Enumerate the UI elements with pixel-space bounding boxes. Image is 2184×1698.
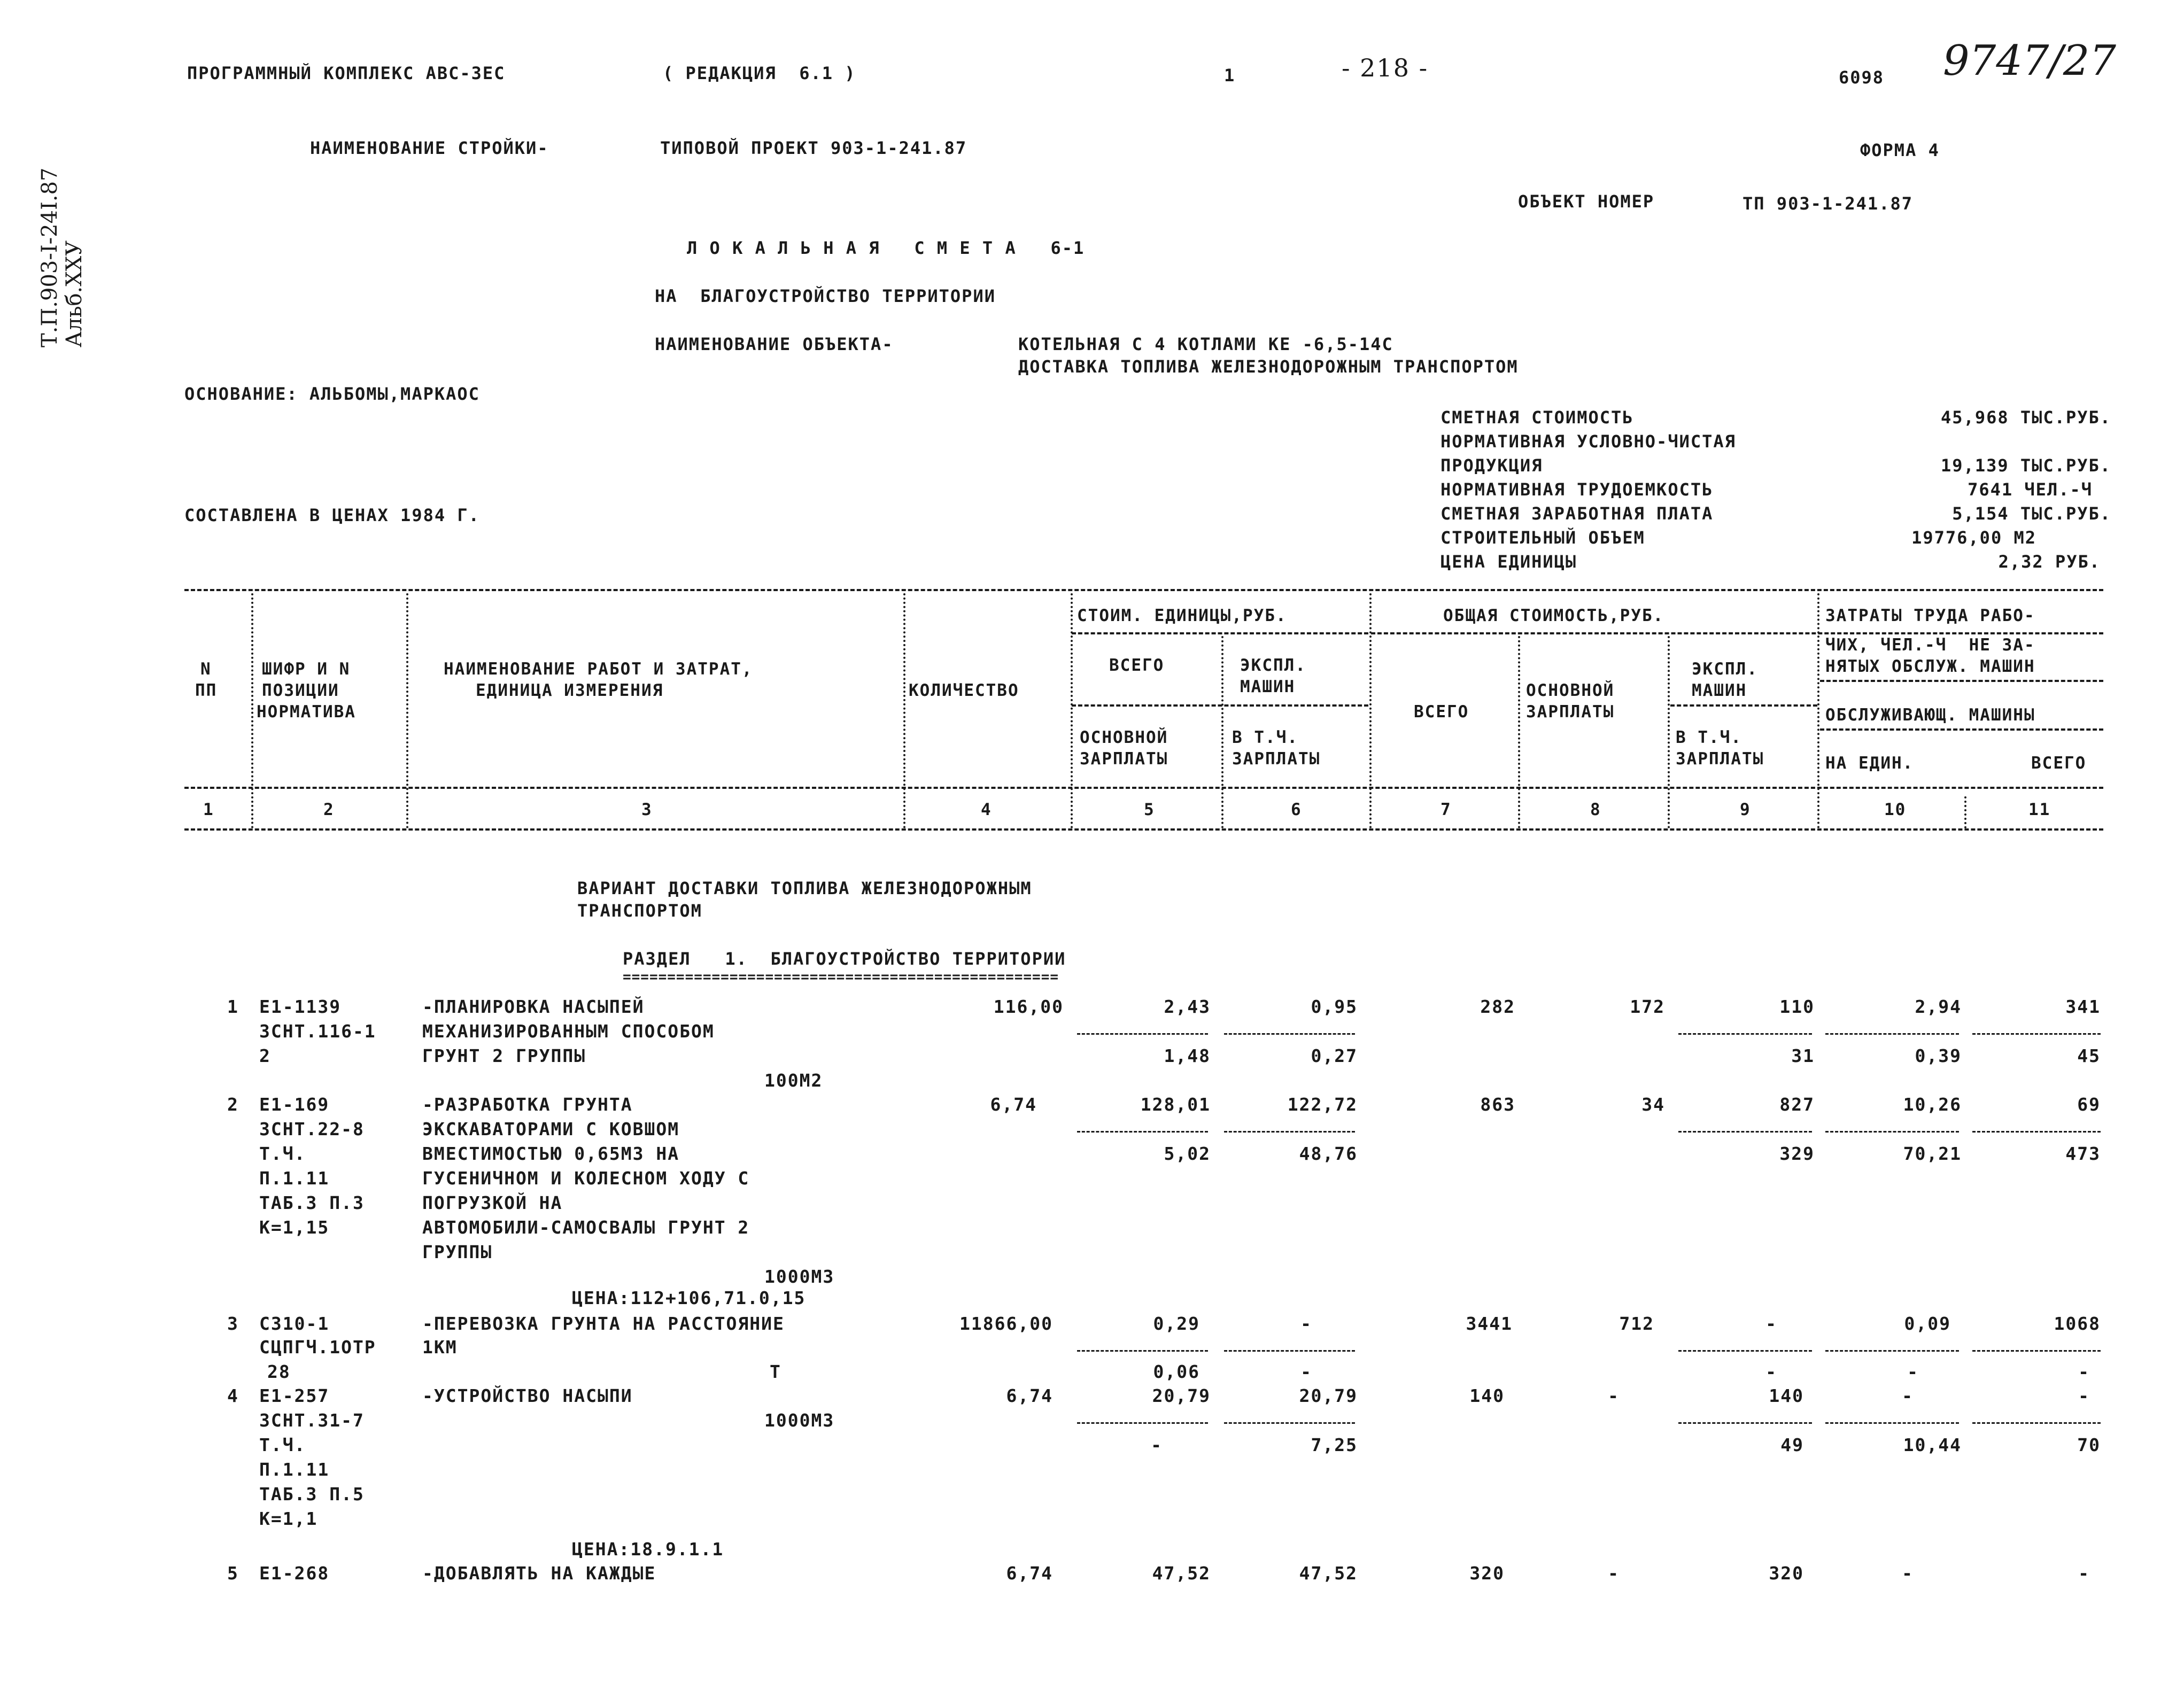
row-name: АВТОМОБИЛИ-САМОСВАЛЫ ГРУНТ 2 xyxy=(422,1217,750,1238)
col-number: 1 xyxy=(203,800,214,819)
col-header-code: ПОЗИЦИИ xyxy=(262,681,339,700)
row-subrule xyxy=(1678,1033,1812,1035)
row-total: 282 xyxy=(1480,996,1515,1017)
row-code: ЗСНТ.31-7 xyxy=(259,1410,365,1431)
row-code: 28 xyxy=(267,1361,291,1382)
numbers-bottom-rule xyxy=(184,828,2103,831)
price-year-line: СОСТАВЛЕНА В ЦЕНАХ 1984 Г. xyxy=(184,505,480,525)
row-subrule xyxy=(1678,1131,1812,1133)
header-inner-rule xyxy=(1820,680,2103,682)
row-unit-incl: - xyxy=(1300,1361,1312,1382)
object-name-label: НАИМЕНОВАНИЕ ОБЪЕКТА- xyxy=(655,334,894,354)
row-labor-total: 1068 xyxy=(2054,1313,2101,1334)
col-header-labor: ЗАТРАТЫ ТРУДА РАБО- xyxy=(1825,606,2035,625)
col-header-machines-wages: В Т.Ч. xyxy=(1676,728,1742,747)
summary-value: 2,32 РУБ. xyxy=(1998,552,2101,572)
row-code: ТАБ.3 П.3 xyxy=(259,1192,365,1213)
summary-value: 19776,00 М2 xyxy=(1911,528,2036,548)
col-number: 11 xyxy=(2028,800,2051,819)
col-header-total: ВСЕГО xyxy=(1414,702,1469,722)
column-divider xyxy=(1221,636,1223,828)
row-labor-total: - xyxy=(2078,1361,2090,1382)
column-divider xyxy=(1071,593,1073,828)
row-labor-unit: 10,44 xyxy=(1903,1435,1962,1455)
row-name: -ДОБАВЛЯТЬ НА КАЖДЫЕ xyxy=(422,1563,656,1584)
row-code: ТАБ.3 П.5 xyxy=(259,1484,365,1505)
summary-label: НОРМАТИВНАЯ УСЛОВНО-ЧИСТАЯ xyxy=(1440,431,1736,452)
row-unit-machines: 0,95 xyxy=(1311,996,1358,1017)
page-number: - 218 - xyxy=(1342,53,1429,82)
row-name: -УСТРОЙСТВО НАСЫПИ xyxy=(422,1385,633,1406)
row-total: 140 xyxy=(1469,1385,1505,1406)
row-unit-total: 2,43 xyxy=(1164,996,1211,1017)
row-total: 863 xyxy=(1480,1094,1515,1115)
row-unit-total: 47,52 xyxy=(1152,1563,1211,1584)
summary-label: СМЕТНАЯ СТОИМОСТЬ xyxy=(1440,407,1634,428)
col-header-code: ШИФР И N xyxy=(262,660,351,679)
row-labor-unit: 0,39 xyxy=(1915,1045,1962,1066)
row-subrule xyxy=(1972,1131,2101,1133)
row-machines: 110 xyxy=(1779,996,1815,1017)
row-machines: - xyxy=(1765,1313,1777,1334)
row-labor-total: 69 xyxy=(2077,1094,2101,1115)
col-header-unit-incl: ЗАРПЛАТЫ xyxy=(1232,749,1321,769)
row-number: 3 xyxy=(227,1313,239,1334)
row-basic-wages: - xyxy=(1608,1385,1620,1406)
row-unit-incl: 0,27 xyxy=(1311,1045,1358,1066)
table-top-rule xyxy=(184,589,2103,591)
col-header-unit-total: ВСЕГО xyxy=(1109,656,1165,675)
col-header-unit-incl: В Т.Ч. xyxy=(1232,728,1298,747)
col-header-qty: КОЛИЧЕСТВО xyxy=(909,681,1019,700)
row-subrule xyxy=(1224,1422,1355,1424)
col-number: 4 xyxy=(981,800,992,819)
column-divider xyxy=(1668,636,1670,828)
column-divider xyxy=(406,593,408,828)
header-inner-rule xyxy=(1670,704,1817,707)
row-labor-total: - xyxy=(2078,1563,2090,1584)
row-subrule xyxy=(1825,1350,1959,1352)
sheet-one: 1 xyxy=(1224,65,1236,86)
row-subrule xyxy=(1077,1033,1208,1035)
header-inner-rule xyxy=(1072,704,1368,707)
col-header-unit-basic: ЗАРПЛАТЫ xyxy=(1080,749,1168,769)
row-number: 2 xyxy=(227,1094,239,1115)
summary-label: СТРОИТЕЛЬНЫЙ ОБЪЕМ xyxy=(1440,528,1645,548)
row-subrule xyxy=(1224,1033,1355,1035)
col-header-labor-total: ВСЕГО xyxy=(2031,754,2087,773)
row-code: С310-1 xyxy=(259,1313,330,1334)
col-number: 6 xyxy=(1291,800,1302,819)
row-unit-basic: 0,06 xyxy=(1153,1361,1200,1382)
row-unit-machines: 122,72 xyxy=(1287,1094,1358,1115)
summary-value: 45,968 ТЫС.РУБ. xyxy=(1941,407,2111,428)
col-number: 5 xyxy=(1144,800,1155,819)
row-labor-unit: 0,09 xyxy=(1904,1313,1951,1334)
col-header-per-unit: НА ЕДИН. xyxy=(1825,754,1914,773)
row-code: ЗСНТ.116-1 xyxy=(259,1021,376,1042)
row-number: 4 xyxy=(227,1385,239,1406)
summary-value: 19,139 ТЫС.РУБ. xyxy=(1941,455,2111,476)
row-qty: 6,74 xyxy=(1006,1563,1053,1584)
summary-label: ПРОДУКЦИЯ xyxy=(1440,455,1543,476)
row-qty: 116,00 xyxy=(993,996,1064,1017)
row-code: Е1-1139 xyxy=(259,996,342,1017)
row-unit-basic: - xyxy=(1151,1435,1163,1455)
row-code: 2 xyxy=(259,1045,271,1066)
row-basic-wages: 172 xyxy=(1630,996,1665,1017)
row-subrule xyxy=(1224,1131,1355,1133)
row-number: 1 xyxy=(227,996,239,1017)
col-header-machines-wages: ЗАРПЛАТЫ xyxy=(1676,749,1764,769)
row-subrule xyxy=(1972,1033,2101,1035)
row-subrule xyxy=(1077,1350,1208,1352)
row-labor-unit: 10,26 xyxy=(1903,1094,1962,1115)
edition-label: ( РЕДАКЦИЯ 6.1 ) xyxy=(663,63,856,83)
col-header-basic-wages: ЗАРПЛАТЫ xyxy=(1526,702,1615,722)
basis-line: ОСНОВАНИЕ: АЛЬБОМЫ,МАРКАОС xyxy=(184,384,480,404)
col-header-name: ЕДИНИЦА ИЗМЕРЕНИЯ xyxy=(476,681,664,700)
row-machines-wages: 49 xyxy=(1780,1435,1804,1455)
row-subrule xyxy=(1678,1422,1812,1424)
row-labor-total: 341 xyxy=(2065,996,2101,1017)
row-qty: 11866,00 xyxy=(959,1313,1053,1334)
col-header-total-cost: ОБЩАЯ СТОИМОСТЬ,РУБ. xyxy=(1443,606,1664,625)
col-number: 9 xyxy=(1740,800,1751,819)
row-name: -ПЛАНИРОВКА НАСЫПЕЙ xyxy=(422,996,645,1017)
row-labor-total: - xyxy=(2078,1385,2090,1406)
summary-label: СМЕТНАЯ ЗАРАБОТНАЯ ПЛАТА xyxy=(1440,503,1714,524)
row-machines-wages: - xyxy=(1765,1361,1777,1382)
col-header-code: НОРМАТИВА xyxy=(257,702,356,722)
column-divider xyxy=(903,593,905,828)
col-header-unit-machines: МАШИН xyxy=(1240,677,1296,696)
row-code: П.1.11 xyxy=(259,1168,330,1189)
row-basic-wages: 712 xyxy=(1619,1313,1654,1334)
row-qty: 6,74 xyxy=(1006,1385,1053,1406)
row-code: СЦПГЧ.1ОТР xyxy=(259,1337,376,1358)
section-underline: ================================================= xyxy=(623,969,1059,985)
object-name-line2: ДОСТАВКА ТОПЛИВА ЖЕЛЕЗНОДОРОЖНЫМ ТРАНСПОРТОМ xyxy=(1018,356,1519,377)
row-machines: 320 xyxy=(1769,1563,1804,1584)
column-divider xyxy=(1817,593,1819,828)
row-name: МЕХАНИЗИРОВАННЫМ СПОСОБОМ xyxy=(422,1021,715,1042)
header-inner-rule xyxy=(1072,632,1368,634)
row-unit-incl: 7,25 xyxy=(1311,1435,1358,1455)
col-header-labor: ОБСЛУЖИВАЮЩ. МАШИНЫ xyxy=(1825,705,2035,725)
estimate-title: Л О К А Л Ь Н А Я С М Е Т А 6-1 xyxy=(687,238,1085,258)
program-name: ПРОГРАММНЫЙ КОМПЛЕКС АВС-ЗЕС xyxy=(187,63,506,83)
row-code: Е1-257 xyxy=(259,1385,330,1406)
row-labor-total: 473 xyxy=(2065,1143,2101,1164)
row-total: 3441 xyxy=(1466,1313,1513,1334)
col-header-machines: ЭКСПЛ. xyxy=(1692,660,1758,679)
row-total: 320 xyxy=(1469,1563,1505,1584)
row-name: ГРУНТ 2 ГРУППЫ xyxy=(422,1045,586,1066)
row-code: К=1,15 xyxy=(259,1217,330,1238)
row-code: Т.Ч. xyxy=(259,1143,306,1164)
object-number-label: ОБЪЕКТ НОМЕР xyxy=(1518,191,1655,212)
col-number: 3 xyxy=(641,800,653,819)
row-subrule xyxy=(1825,1033,1959,1035)
col-header-labor: НЯТЫХ ОБСЛУЖ. МАШИН xyxy=(1825,657,2035,676)
row-labor-unit: - xyxy=(1902,1385,1914,1406)
header-bottom-rule xyxy=(184,787,2103,789)
row-unit-machines: 20,79 xyxy=(1299,1385,1358,1406)
row-subrule xyxy=(1077,1422,1208,1424)
row-code: К=1,1 xyxy=(259,1508,318,1529)
col-header-machines: МАШИН xyxy=(1692,681,1747,700)
row-price-note: ЦЕНА:18.9.1.1 xyxy=(572,1539,724,1560)
summary-label: НОРМАТИВНАЯ ТРУДОЕМКОСТЬ xyxy=(1440,479,1714,500)
row-unit: 1000М3 xyxy=(764,1266,835,1287)
object-name-line1: КОТЕЛЬНАЯ С 4 КОТЛАМИ КЕ -6,5-14С xyxy=(1018,334,1393,354)
row-labor-total: 45 xyxy=(2077,1045,2101,1066)
summary-value: 5,154 ТЫС.РУБ. xyxy=(1952,503,2111,524)
col-number: 10 xyxy=(1884,800,1907,819)
row-labor-total: 70 xyxy=(2077,1435,2101,1455)
col-header-n: N xyxy=(200,660,212,679)
construction-label: НАИМЕНОВАНИЕ СТРОЙКИ- xyxy=(310,138,549,158)
row-number: 5 xyxy=(227,1563,239,1584)
column-divider xyxy=(1369,593,1372,828)
column-divider xyxy=(1964,796,1966,828)
handwritten-number: 9747/27 xyxy=(1943,37,2117,85)
row-name: 1КМ xyxy=(422,1337,458,1358)
col-header-labor: ЧИХ, ЧЕЛ.-Ч НЕ ЗА- xyxy=(1825,635,2035,655)
row-labor-unit: 2,94 xyxy=(1915,996,1962,1017)
row-code: П.1.11 xyxy=(259,1459,330,1480)
doc-code: 6098 xyxy=(1839,67,1885,88)
object-number-value: ТП 903-1-241.87 xyxy=(1742,193,1913,214)
row-unit-total: 20,79 xyxy=(1152,1385,1211,1406)
variant-title: ВАРИАНТ ДОСТАВКИ ТОПЛИВА ЖЕЛЕЗНОДОРОЖНЫМ xyxy=(577,878,1032,898)
row-unit: Т xyxy=(770,1361,781,1382)
estimate-subject: НА БЛАГОУСТРОЙСТВО ТЕРРИТОРИИ xyxy=(655,286,996,306)
col-header-name: НАИМЕНОВАНИЕ РАБОТ И ЗАТРАТ, xyxy=(444,660,753,679)
variant-title: ТРАНСПОРТОМ xyxy=(577,901,702,921)
row-machines: 827 xyxy=(1779,1094,1815,1115)
column-divider xyxy=(1518,636,1520,828)
row-unit-total: 128,01 xyxy=(1140,1094,1211,1115)
col-header-n: ПП xyxy=(195,681,218,700)
summary-value: 7641 ЧЕЛ.-Ч xyxy=(1968,479,2093,500)
row-machines-wages: 329 xyxy=(1779,1143,1815,1164)
form-label: ФОРМА 4 xyxy=(1860,140,1940,160)
row-unit-basic: 1,48 xyxy=(1164,1045,1211,1066)
row-machines-wages: 31 xyxy=(1791,1045,1815,1066)
side-stamp: Т.П.903-I-24I.87 Альб.XXУ xyxy=(37,167,87,347)
row-labor-unit: - xyxy=(1902,1563,1914,1584)
row-unit: 1000М3 xyxy=(764,1410,835,1431)
row-unit-total: 0,29 xyxy=(1153,1313,1200,1334)
row-unit-incl: 48,76 xyxy=(1299,1143,1358,1164)
row-labor-unit: 70,21 xyxy=(1903,1143,1962,1164)
row-code: ЗСНТ.22-8 xyxy=(259,1119,365,1139)
row-name: ГУСЕНИЧНОМ И КОЛЕСНОМ ХОДУ С xyxy=(422,1168,750,1189)
row-unit-basic: 5,02 xyxy=(1164,1143,1211,1164)
row-subrule xyxy=(1077,1131,1208,1133)
row-name: -РАЗРАБОТКА ГРУНТА xyxy=(422,1094,633,1115)
col-number: 7 xyxy=(1440,800,1452,819)
col-number: 8 xyxy=(1590,800,1601,819)
row-code: Е1-169 xyxy=(259,1094,330,1115)
col-header-basic-wages: ОСНОВНОЙ xyxy=(1526,681,1615,700)
row-qty: 6,74 xyxy=(990,1094,1037,1115)
col-header-unit-cost: СТОИМ. ЕДИНИЦЫ,РУБ. xyxy=(1077,606,1287,625)
row-code: Т.Ч. xyxy=(259,1435,306,1455)
row-name: ЭКСКАВАТОРАМИ С КОВШОМ xyxy=(422,1119,680,1139)
row-name: ГРУППЫ xyxy=(422,1242,493,1262)
row-name: ПОГРУЗКОЙ НА xyxy=(422,1192,563,1213)
row-price-note: ЦЕНА:112+106,71.0,15 xyxy=(572,1288,806,1308)
col-number: 2 xyxy=(323,800,335,819)
col-header-unit-machines: ЭКСПЛ. xyxy=(1240,656,1306,675)
row-name: ВМЕСТИМОСТЬЮ 0,65М3 НА xyxy=(422,1143,680,1164)
row-subrule xyxy=(1972,1422,2101,1424)
col-header-unit-basic: ОСНОВНОЙ xyxy=(1080,728,1168,747)
row-basic-wages: 34 xyxy=(1641,1094,1665,1115)
row-name: -ПЕРЕВОЗКА ГРУНТА НА РАССТОЯНИЕ xyxy=(422,1313,785,1334)
section-title: РАЗДЕЛ 1. БЛАГОУСТРОЙСТВО ТЕРРИТОРИИ xyxy=(623,949,1066,969)
construction-value: ТИПОВОЙ ПРОЕКТ 903-1-241.87 xyxy=(660,138,967,158)
column-divider xyxy=(251,593,253,828)
row-subrule xyxy=(1224,1350,1355,1352)
row-unit: 100М2 xyxy=(764,1070,823,1091)
summary-label: ЦЕНА ЕДИНИЦЫ xyxy=(1440,552,1577,572)
row-labor-unit: - xyxy=(1907,1361,1919,1382)
row-subrule xyxy=(1825,1422,1959,1424)
row-unit-machines: - xyxy=(1300,1313,1312,1334)
row-basic-wages: - xyxy=(1608,1563,1620,1584)
header-inner-rule xyxy=(1820,728,2103,731)
row-subrule xyxy=(1972,1350,2101,1352)
row-code: Е1-268 xyxy=(259,1563,330,1584)
row-subrule xyxy=(1825,1131,1959,1133)
row-subrule xyxy=(1678,1350,1812,1352)
row-machines: 140 xyxy=(1769,1385,1804,1406)
row-unit-machines: 47,52 xyxy=(1299,1563,1358,1584)
